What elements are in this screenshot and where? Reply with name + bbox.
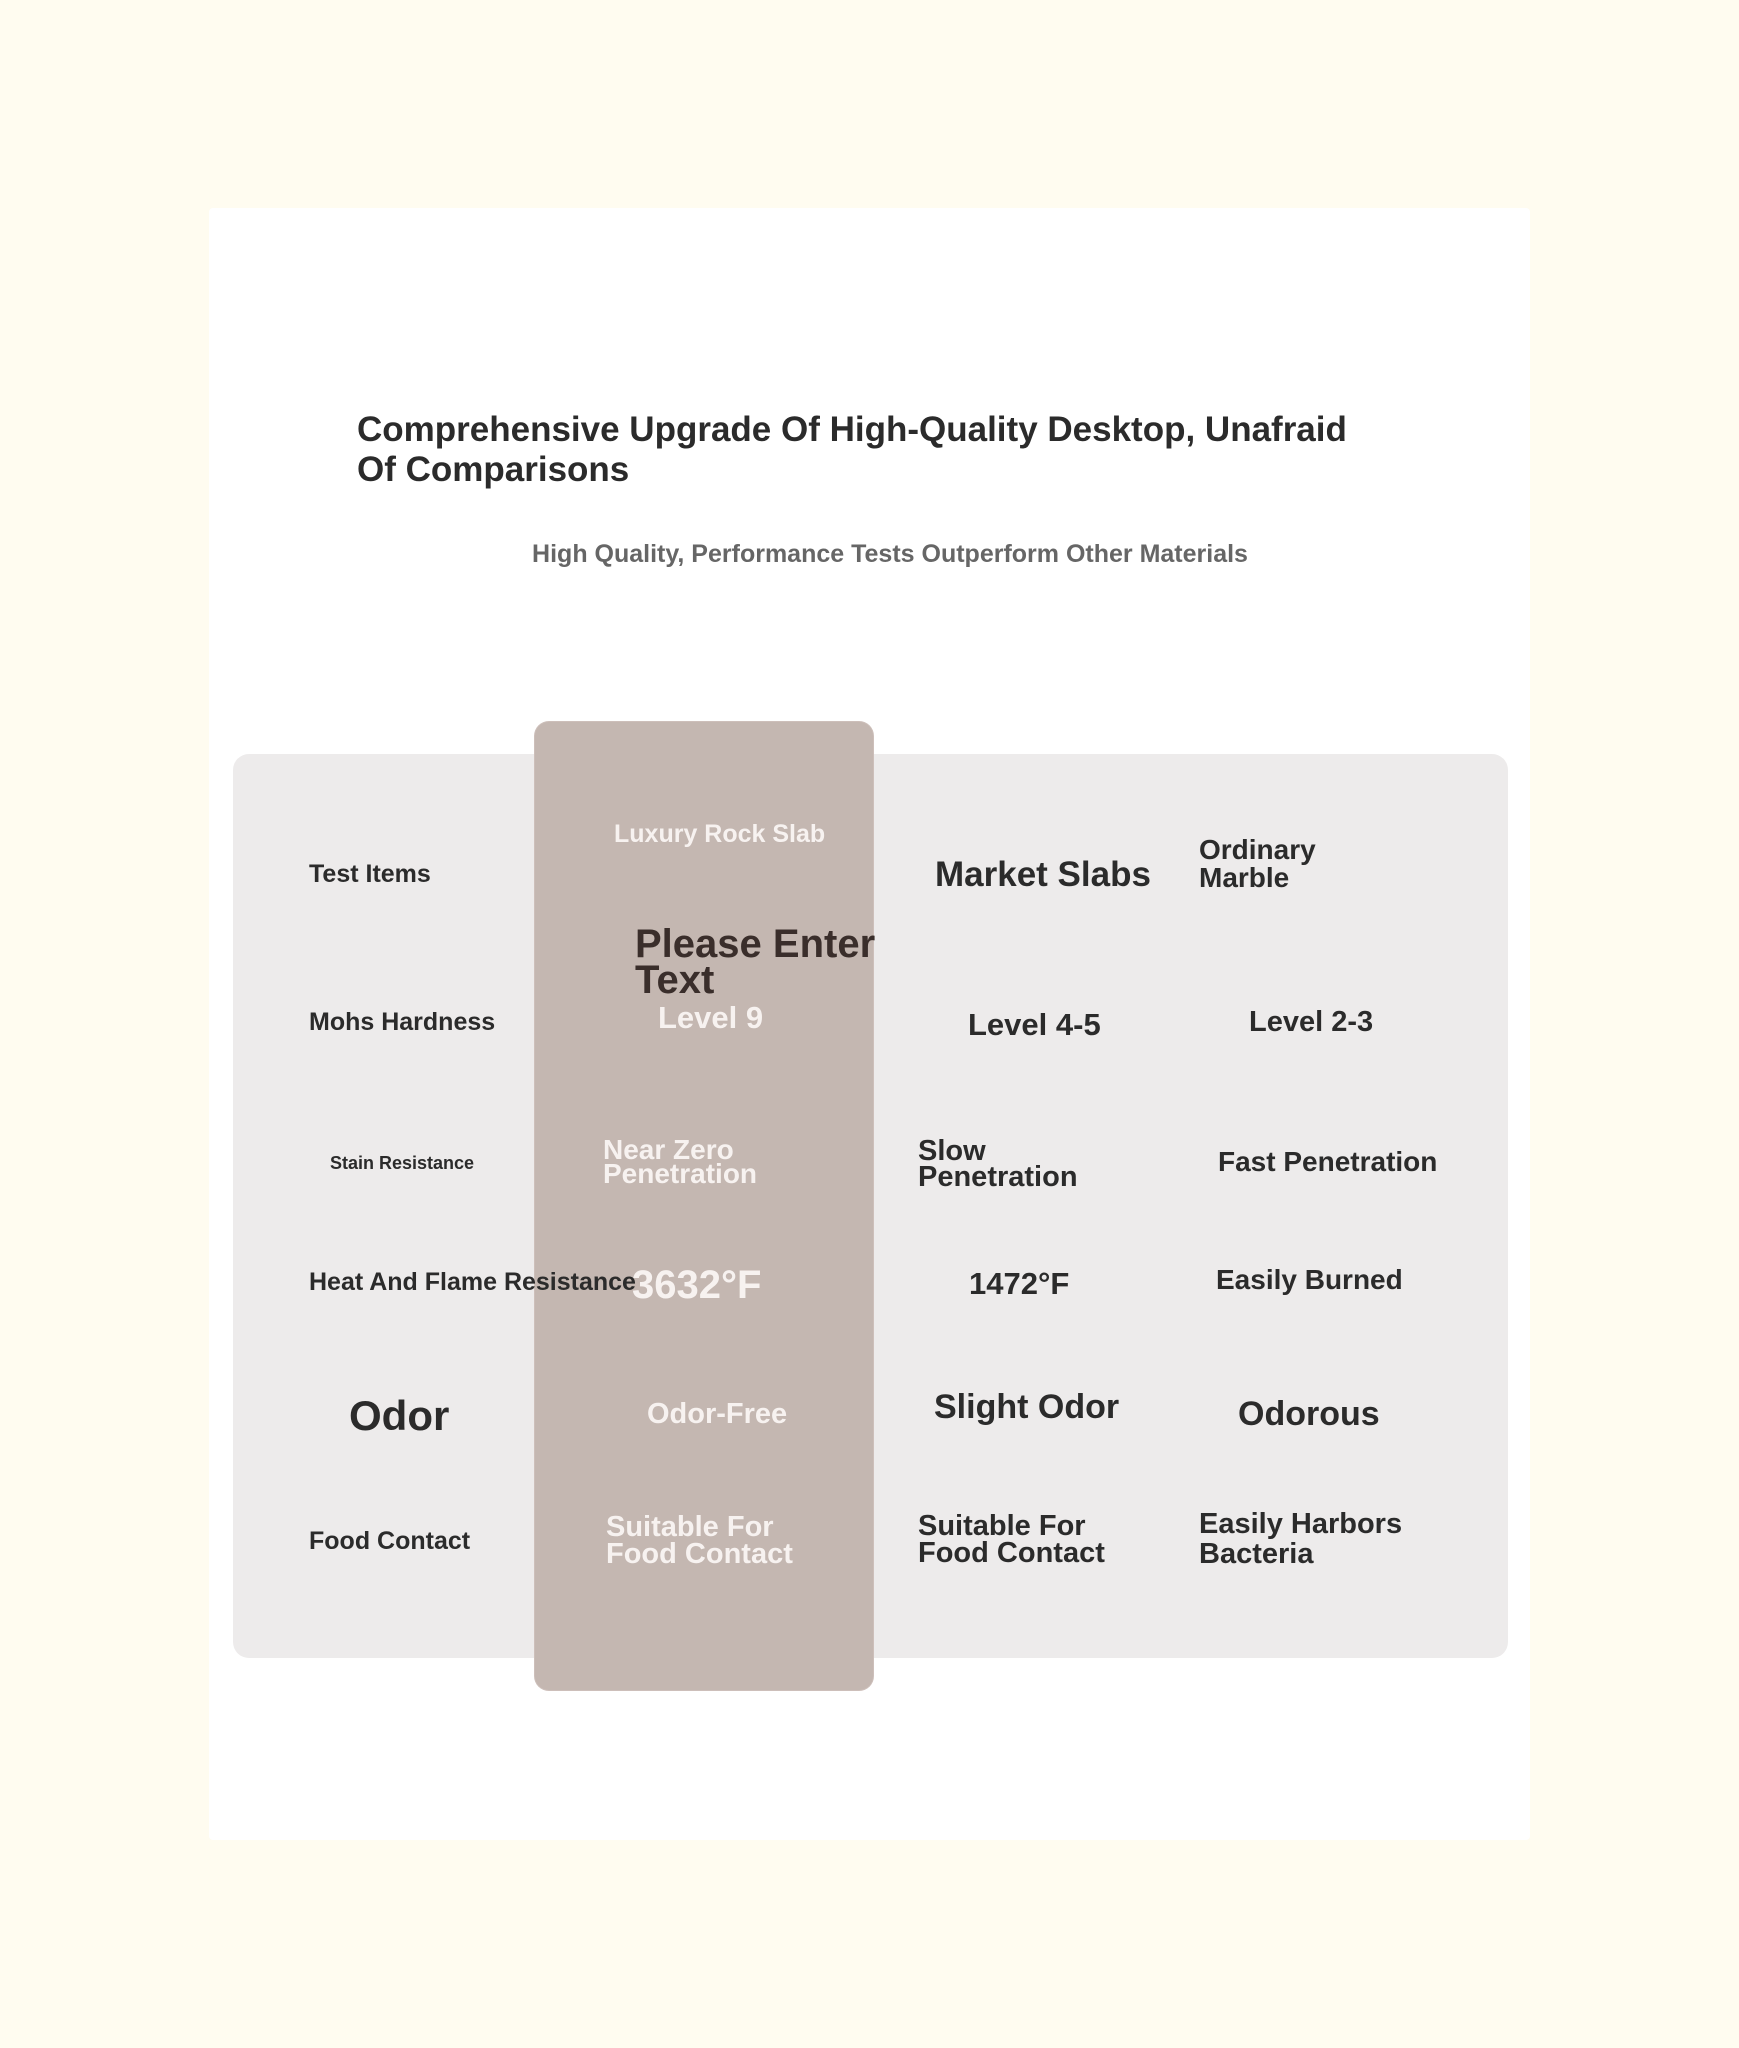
row-label-odor: Odor (349, 1392, 450, 1439)
luxury-food-contact: Suitable For Food Contact (606, 1511, 793, 1570)
luxury-odor: Odor-Free (647, 1398, 788, 1430)
row-label-food-contact: Food Contact (309, 1527, 471, 1555)
header-test-items: Test Items (309, 860, 431, 888)
row-label-stain-resistance: Stain Resistance (330, 1153, 475, 1173)
marble-heat-flame-resistance: Easily Burned (1216, 1264, 1403, 1295)
market-heat-flame-resistance: 1472°F (969, 1266, 1070, 1301)
page-title: Comprehensive Upgrade Of High-Quality Desktop, Unafraid Of Comparisons (357, 410, 1347, 489)
market-mohs-hardness: Level 4-5 (968, 1007, 1101, 1042)
marble-food-contact: Easily Harbors Bacteria (1199, 1508, 1403, 1570)
marble-stain-resistance: Fast Penetration (1218, 1146, 1438, 1177)
header-market-slabs: Market Slabs (935, 855, 1151, 894)
row-label-heat-flame-resistance: Heat And Flame Resistance (309, 1268, 636, 1296)
market-food-contact: Suitable For Food Contact (918, 1510, 1105, 1569)
market-stain-resistance: Slow Penetration (918, 1135, 1078, 1193)
marble-odor: Odorous (1238, 1395, 1380, 1433)
row-label-mohs-hardness: Mohs Hardness (309, 1008, 496, 1036)
header-luxury-rock-slab: Luxury Rock Slab (614, 820, 826, 848)
marble-mohs-hardness: Level 2-3 (1249, 1006, 1374, 1038)
placeholder-text: Please Enter Text (635, 922, 876, 1002)
page-subtitle: High Quality, Performance Tests Outperform Other Materials (532, 540, 1248, 568)
luxury-mohs-hardness: Level 9 (658, 1000, 764, 1035)
header-ordinary-marble: Ordinary Marble (1199, 834, 1316, 893)
market-odor: Slight Odor (934, 1388, 1120, 1426)
luxury-stain-resistance: Near Zero Penetration (603, 1134, 758, 1189)
luxury-heat-flame-resistance: 3632°F (632, 1263, 762, 1307)
